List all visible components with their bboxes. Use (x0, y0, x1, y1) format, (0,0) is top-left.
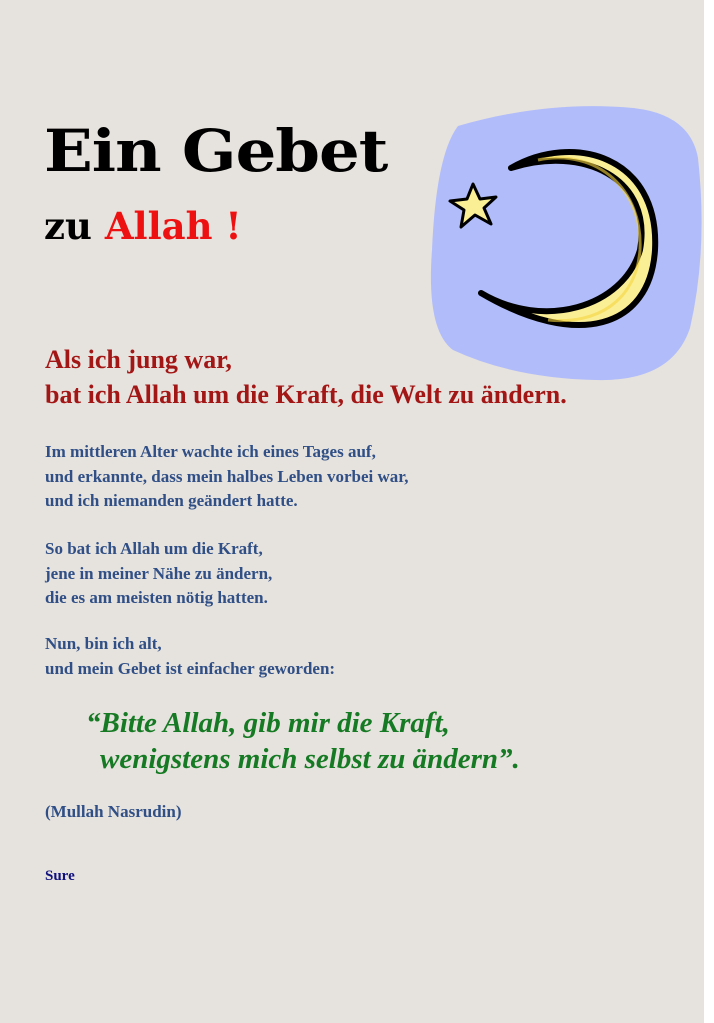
subtitle-highlight: Allah ! (104, 204, 242, 248)
quote-line: wenigstens mich selbst zu ändern”. (100, 743, 520, 775)
quote-line: “Bitte Allah, gib mir die Kraft, (86, 707, 450, 739)
stanza-line: Nun, bin ich alt, (45, 634, 162, 653)
intro-paragraph (45, 342, 567, 412)
stanza-middle-age (45, 440, 409, 514)
stanza-line: die es am meisten nötig hatten. (45, 588, 268, 607)
stanza-old-age (45, 632, 335, 681)
prayer-quote (86, 705, 520, 777)
author-attribution: (Mullah Nasrudin) (45, 802, 182, 821)
intro-line: bat ich Allah um die Kraft, die Welt zu ändern. (45, 380, 567, 409)
stanza-line: und mein Gebet ist einfacher geworden: (45, 658, 336, 678)
page-title: Ein Gebet (44, 118, 388, 186)
stanza-line: So bat ich Allah um die Kraft, (45, 539, 263, 558)
intro-line: Als ich jung war, (45, 345, 232, 374)
page-subtitle (44, 203, 242, 249)
stanza-line: jene in meiner Nähe zu ändern, (45, 563, 273, 583)
sky-background (431, 106, 702, 380)
stanza-line: und erkannte, dass mein halbes Leben vorbei war, (45, 466, 409, 486)
stanza-line: und ich niemanden geändert hatte. (45, 491, 298, 510)
sure-link[interactable]: Sure (45, 868, 75, 884)
stanza-line: Im mittleren Alter wachte ich eines Tages auf, (45, 442, 376, 461)
subtitle-prefix: zu (44, 204, 92, 248)
stanza-request (45, 537, 272, 611)
